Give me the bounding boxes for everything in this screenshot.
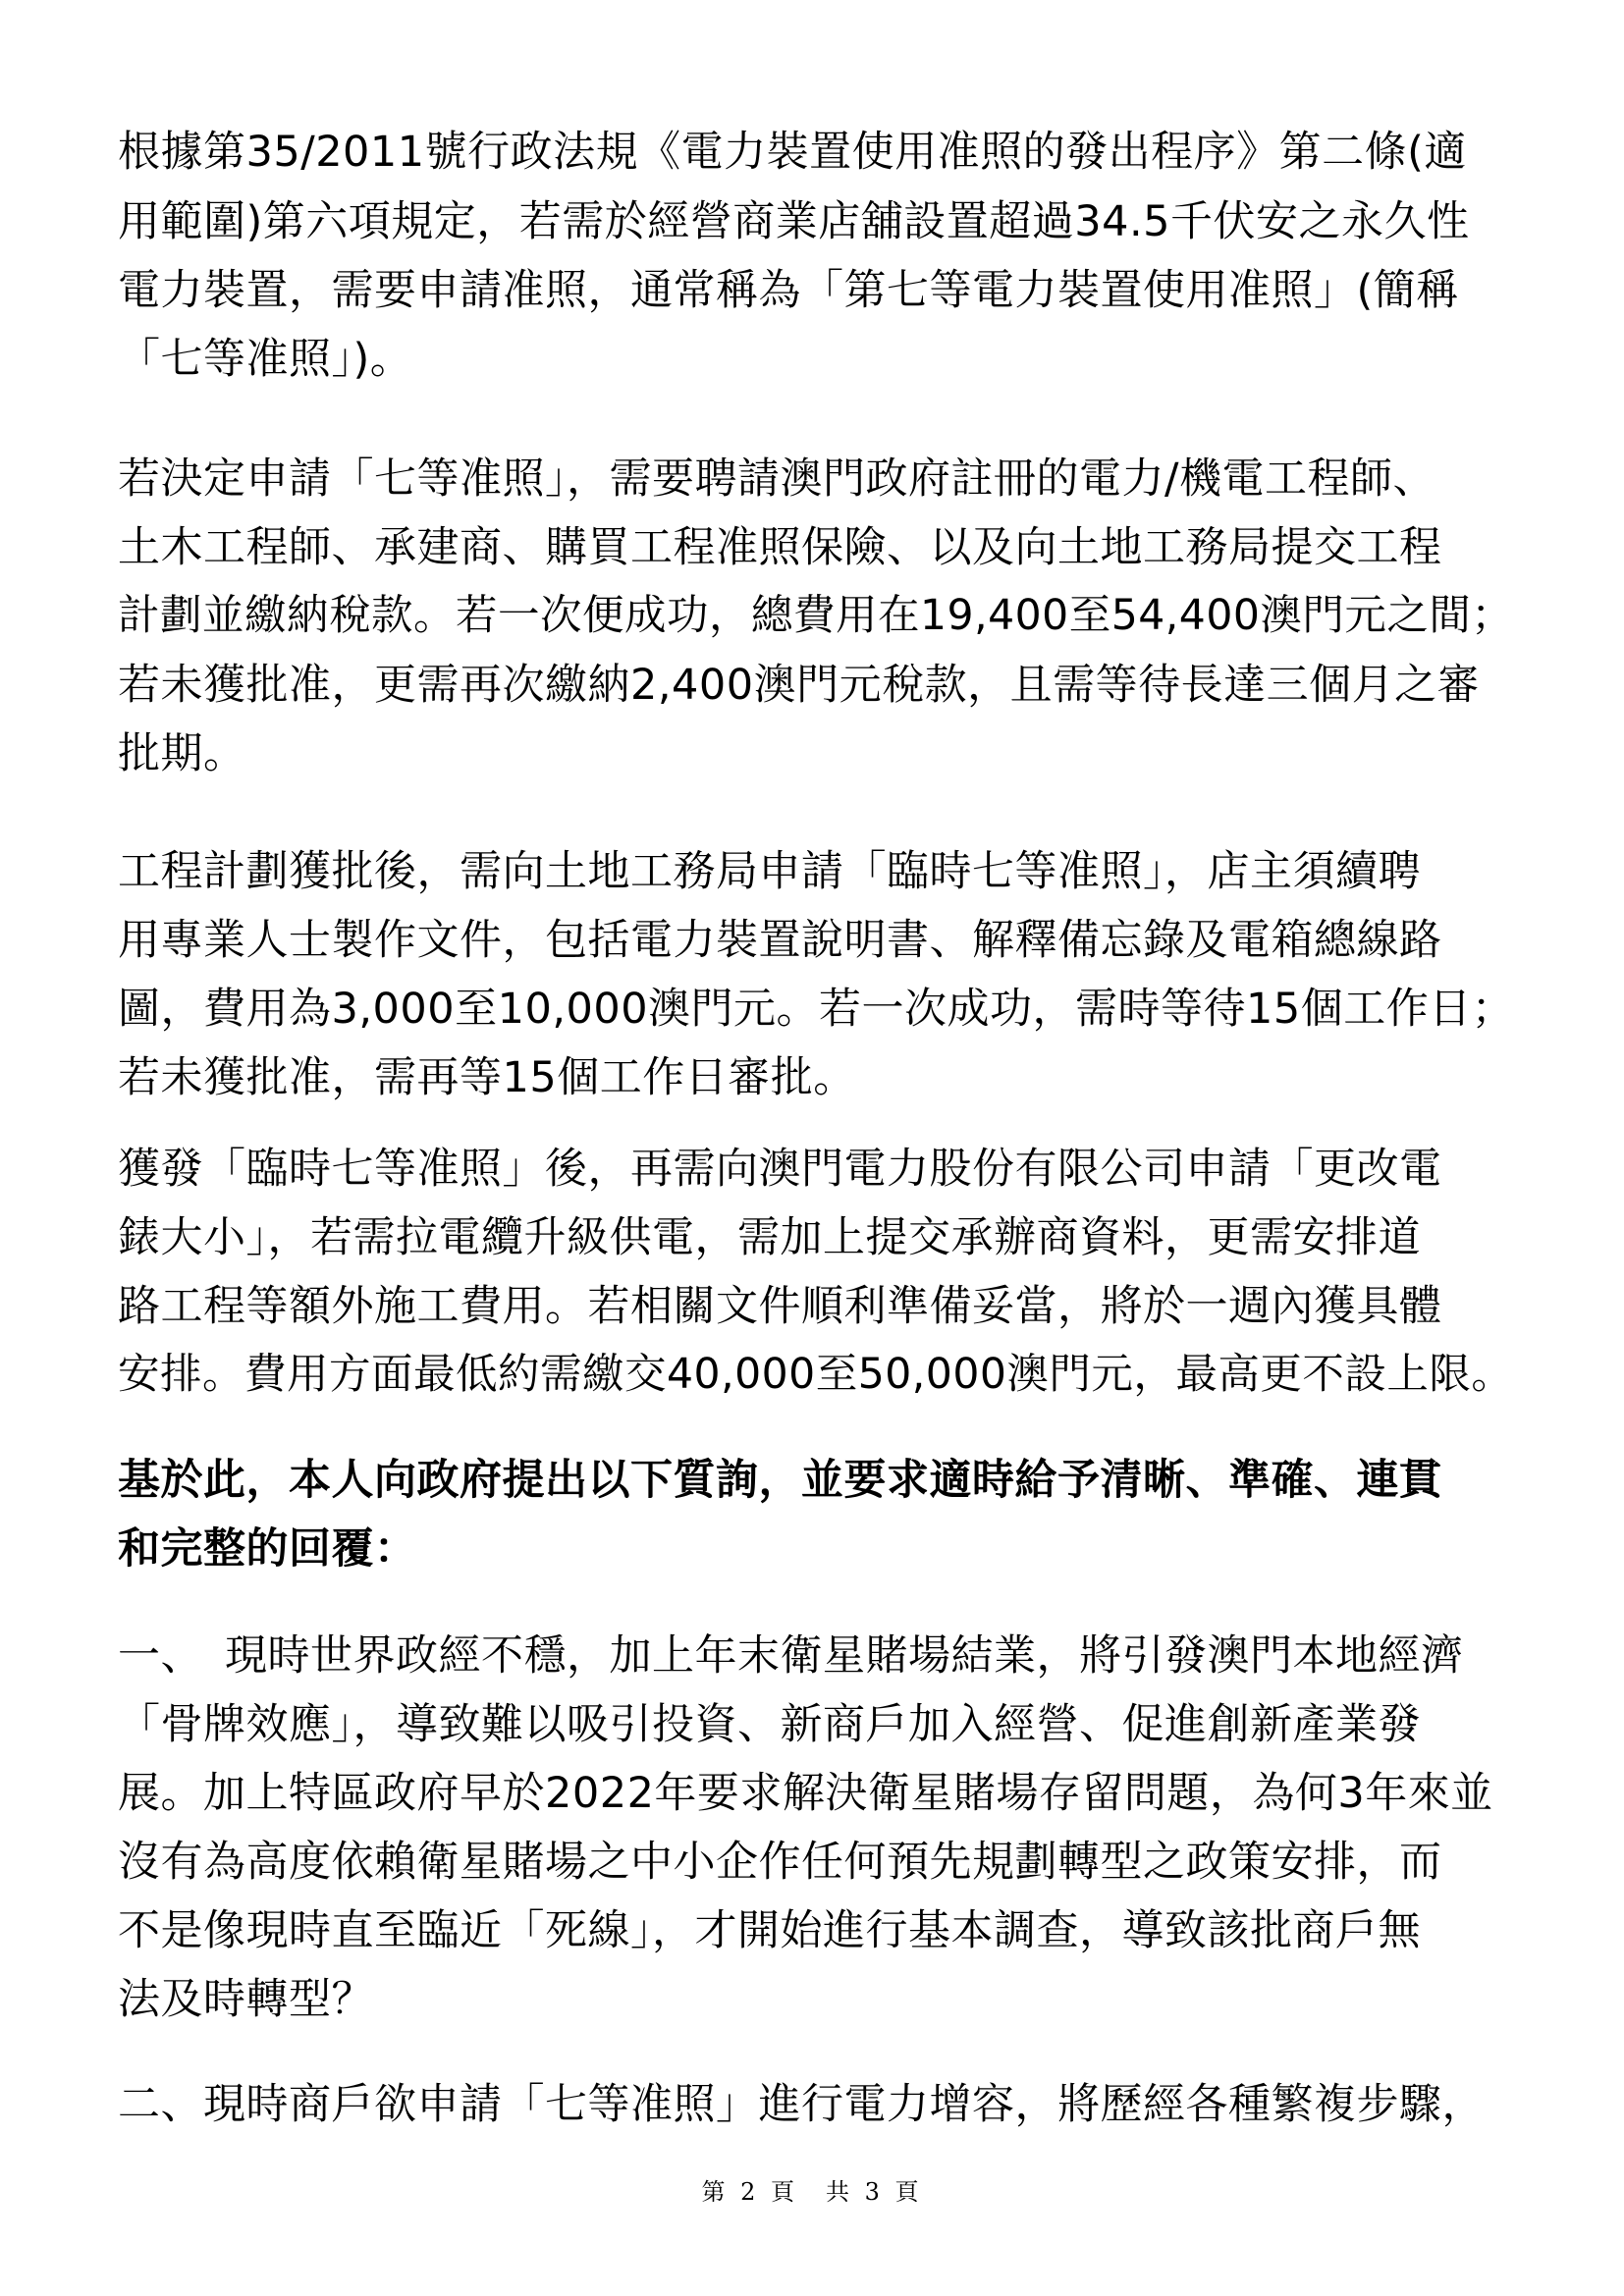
paragraph-3-line-4: 若未獲批准，需再等15個工作日審批。 [118, 1053, 856, 1102]
paragraph-1-line-2: 用範圍)第六項規定，若需於經營商業店舖設置超過34.5千伏安之永久性 [118, 197, 1470, 246]
question-1-line-5: 不是像現時直至臨近「死線」，才開始進行基本調查，導致該批商戶無 [118, 1906, 1421, 1955]
paragraph-1-line-3: 電力裝置，需要申請准照，通常稱為「第七等電力裝置使用准照」(簡稱 [118, 266, 1459, 315]
question-1-line-6: 法及時轉型？ [118, 1975, 374, 2024]
question-1-line-3: 展。加上特區政府早於2022年要求解決衛星賭場存留問題，為何3年來並 [118, 1769, 1493, 1818]
paragraph-2-line-2: 土木工程師、承建商、購買工程准照保險、以及向土地工務局提交工程 [118, 523, 1442, 572]
paragraph-1-line-4: 「七等准照」)。 [118, 335, 413, 384]
question-1-line-2: 「骨牌效應」，導致難以吸引投資、新商戶加入經營、促進創新產業發 [118, 1700, 1421, 1749]
paragraph-4-line-4: 安排。費用方面最低約需繳交40,000至50,000澳門元，最高更不設上限。 [118, 1351, 1514, 1399]
paragraph-4-line-3: 路工程等額外施工費用。若相關文件順利準備妥當，將於一週內獲具體 [118, 1282, 1442, 1331]
paragraph-3-line-2: 用專業人士製作文件，包括電力裝置說明書、解釋備忘錄及電箱總線路 [118, 916, 1442, 965]
question-1-line-4: 沒有為高度依賴衛星賭場之中小企作任何預先規劃轉型之政策安排，而 [118, 1838, 1442, 1887]
paragraph-3-line-3: 圖，費用為3,000至10,000澳門元。若一次成功，需時等待15個工作日； [118, 985, 1515, 1034]
paragraph-3-line-1: 工程計劃獲批後，需向土地工務局申請「臨時七等准照」，店主須續聘 [118, 847, 1421, 896]
paragraph-4-line-1: 獲發「臨時七等准照」後，再需向澳門電力股份有限公司申請「更改電 [118, 1145, 1442, 1194]
paragraph-2-line-5: 批期。 [118, 729, 246, 778]
paragraph-1-line-1: 根據第35/2011號行政法規《電力裝置使用准照的發出程序》第二條(適 [118, 128, 1467, 177]
paragraph-2-line-4: 若未獲批准，更需再次繳納2,400澳門元稅款，且需等待長達三個月之審 [118, 661, 1481, 710]
paragraph-2-line-1: 若決定申請「七等准照」，需要聘請澳門政府註冊的電力/機電工程師、 [118, 454, 1435, 504]
paragraph-4-line-2: 錶大小」，若需拉電纜升級供電，需加上提交承辦商資料，更需安排道 [118, 1213, 1421, 1262]
question-2-line-1: 二、現時商戶欲申請「七等准照」進行電力增容，將歷經各種繁複步驟， [118, 2080, 1485, 2129]
inquiry-intro-line-1: 基於此，本人向政府提出以下質詢，並要求適時給予清晰、準確、連貫 [118, 1456, 1442, 1505]
page-number-footer: 第 2 頁 共 3 頁 [701, 2178, 923, 2206]
paragraph-2-line-3: 計劃並繳納稅款。若一次便成功，總費用在19,400至54,400澳門元之間； [118, 592, 1514, 640]
question-1-line-1: 一、 現時世界政經不穩，加上年末衛星賭場結業，將引發澳門本地經濟 [118, 1631, 1464, 1681]
inquiry-intro-line-2: 和完整的回覆： [118, 1524, 417, 1574]
